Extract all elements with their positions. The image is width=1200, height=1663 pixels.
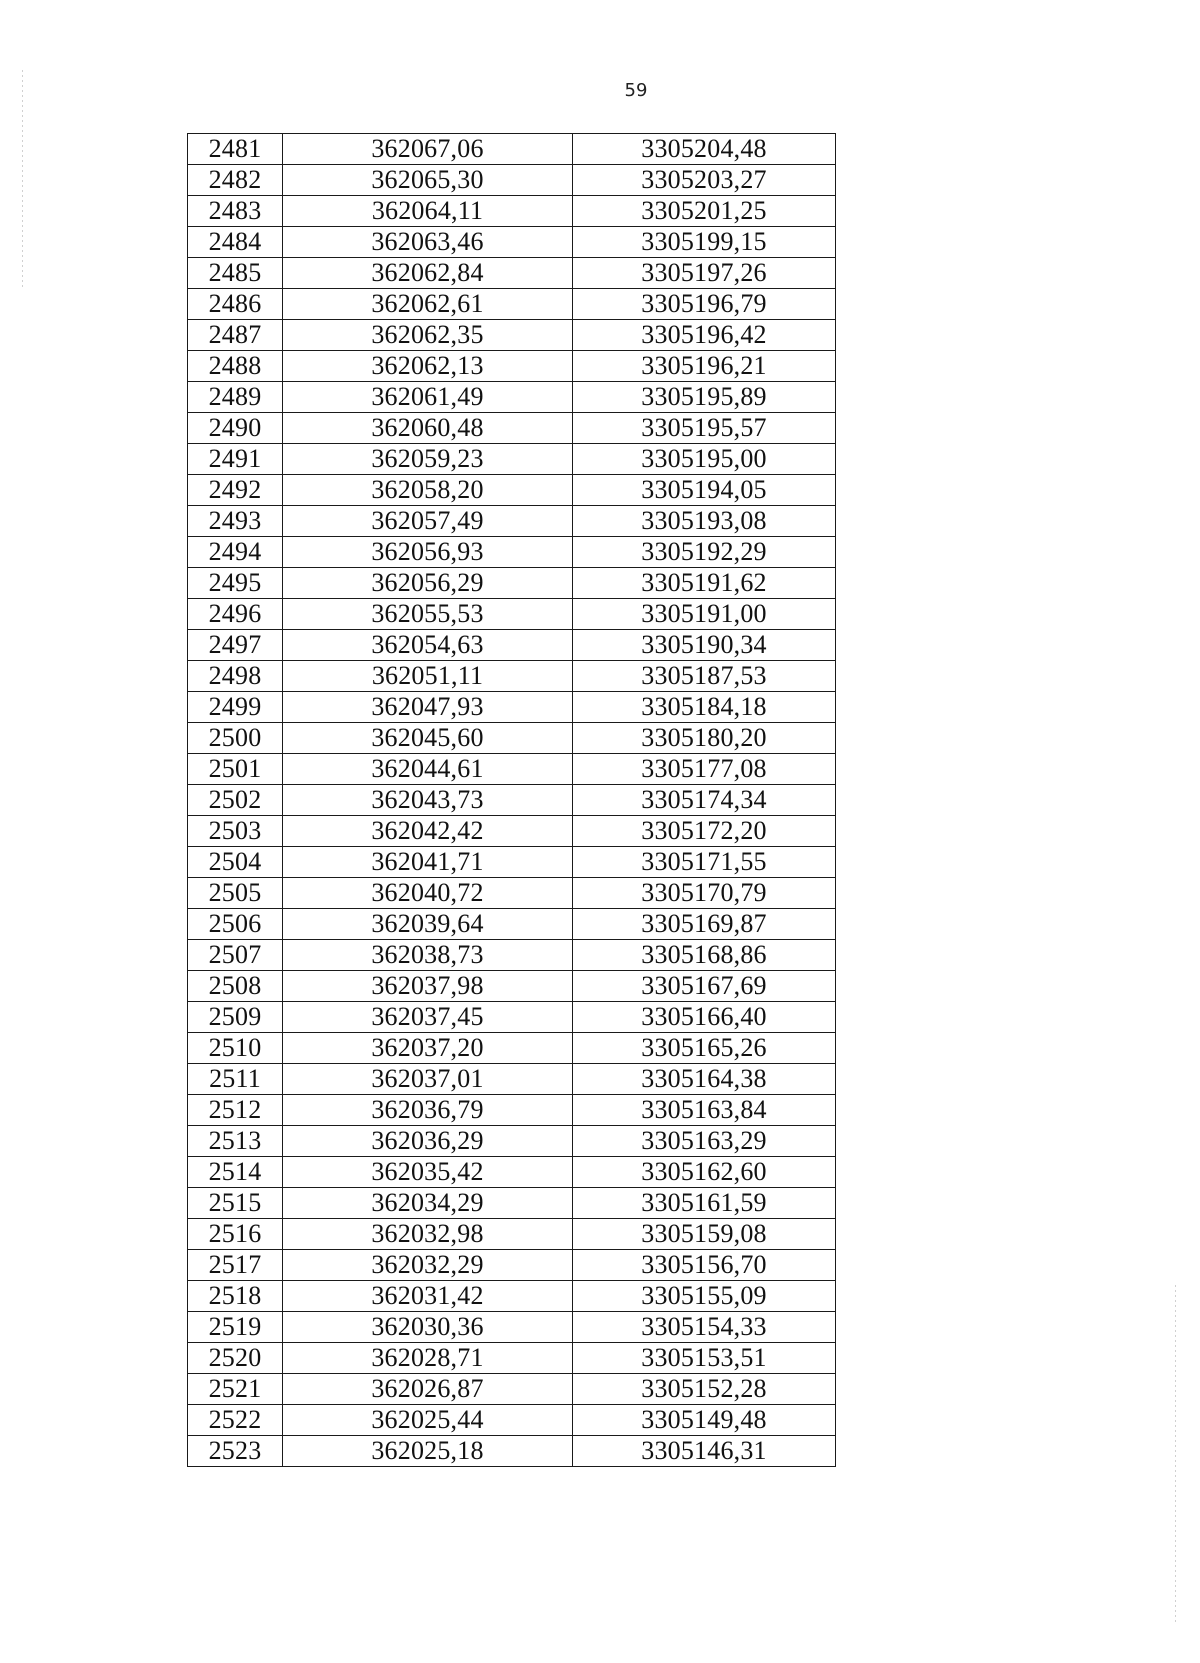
x-coordinate-cell: 362044,61 xyxy=(283,754,573,785)
x-coordinate-cell: 362031,42 xyxy=(283,1281,573,1312)
table-row xyxy=(188,413,836,444)
y-coordinate-cell: 3305163,84 xyxy=(573,1095,836,1126)
point-number-cell: 2514 xyxy=(188,1157,283,1188)
y-coordinate-cell: 3305199,15 xyxy=(573,227,836,258)
table-row xyxy=(188,258,836,289)
y-coordinate-cell: 3305168,86 xyxy=(573,940,836,971)
table-row xyxy=(188,1033,836,1064)
x-coordinate-cell: 362030,36 xyxy=(283,1312,573,1343)
table-row xyxy=(188,909,836,940)
point-number-cell: 2485 xyxy=(188,258,283,289)
x-coordinate-cell: 362067,06 xyxy=(283,134,573,165)
point-number-cell: 2501 xyxy=(188,754,283,785)
y-coordinate-cell: 3305149,48 xyxy=(573,1405,836,1436)
y-coordinate-cell: 3305165,26 xyxy=(573,1033,836,1064)
x-coordinate-cell: 362056,29 xyxy=(283,568,573,599)
point-number-cell: 2505 xyxy=(188,878,283,909)
point-number-cell: 2523 xyxy=(188,1436,283,1467)
y-coordinate-cell: 3305184,18 xyxy=(573,692,836,723)
x-coordinate-cell: 362034,29 xyxy=(283,1188,573,1219)
point-number-cell: 2511 xyxy=(188,1064,283,1095)
scan-margin-mark-right xyxy=(1175,1285,1176,1625)
x-coordinate-cell: 362063,46 xyxy=(283,227,573,258)
y-coordinate-cell: 3305162,60 xyxy=(573,1157,836,1188)
point-number-cell: 2518 xyxy=(188,1281,283,1312)
table-row xyxy=(188,878,836,909)
page-number: 59 xyxy=(624,80,648,101)
table-row xyxy=(188,723,836,754)
table-row xyxy=(188,1250,836,1281)
table-row xyxy=(188,940,836,971)
table-row xyxy=(188,1312,836,1343)
table-row xyxy=(188,1157,836,1188)
y-coordinate-cell: 3305196,21 xyxy=(573,351,836,382)
x-coordinate-cell: 362025,18 xyxy=(283,1436,573,1467)
y-coordinate-cell: 3305155,09 xyxy=(573,1281,836,1312)
y-coordinate-cell: 3305174,34 xyxy=(573,785,836,816)
table-row xyxy=(188,847,836,878)
point-number-cell: 2489 xyxy=(188,382,283,413)
table-row xyxy=(188,351,836,382)
table-row xyxy=(188,134,836,165)
y-coordinate-cell: 3305153,51 xyxy=(573,1343,836,1374)
table-row xyxy=(188,661,836,692)
point-number-cell: 2503 xyxy=(188,816,283,847)
point-number-cell: 2498 xyxy=(188,661,283,692)
x-coordinate-cell: 362045,60 xyxy=(283,723,573,754)
x-coordinate-cell: 362032,29 xyxy=(283,1250,573,1281)
x-coordinate-cell: 362042,42 xyxy=(283,816,573,847)
y-coordinate-cell: 3305152,28 xyxy=(573,1374,836,1405)
y-coordinate-cell: 3305191,62 xyxy=(573,568,836,599)
x-coordinate-cell: 362062,61 xyxy=(283,289,573,320)
x-coordinate-cell: 362037,20 xyxy=(283,1033,573,1064)
point-number-cell: 2520 xyxy=(188,1343,283,1374)
point-number-cell: 2483 xyxy=(188,196,283,227)
x-coordinate-cell: 362036,29 xyxy=(283,1126,573,1157)
point-number-cell: 2504 xyxy=(188,847,283,878)
point-number-cell: 2486 xyxy=(188,289,283,320)
table-row xyxy=(188,1126,836,1157)
point-number-cell: 2517 xyxy=(188,1250,283,1281)
point-number-cell: 2493 xyxy=(188,506,283,537)
table-row xyxy=(188,754,836,785)
y-coordinate-cell: 3305195,57 xyxy=(573,413,836,444)
point-number-cell: 2500 xyxy=(188,723,283,754)
table-row xyxy=(188,1002,836,1033)
x-coordinate-cell: 362061,49 xyxy=(283,382,573,413)
y-coordinate-cell: 3305166,40 xyxy=(573,1002,836,1033)
x-coordinate-cell: 362043,73 xyxy=(283,785,573,816)
y-coordinate-cell: 3305201,25 xyxy=(573,196,836,227)
y-coordinate-cell: 3305196,79 xyxy=(573,289,836,320)
y-coordinate-cell: 3305192,29 xyxy=(573,537,836,568)
y-coordinate-cell: 3305193,08 xyxy=(573,506,836,537)
y-coordinate-cell: 3305195,00 xyxy=(573,444,836,475)
point-number-cell: 2490 xyxy=(188,413,283,444)
point-number-cell: 2496 xyxy=(188,599,283,630)
point-number-cell: 2497 xyxy=(188,630,283,661)
y-coordinate-cell: 3305180,20 xyxy=(573,723,836,754)
x-coordinate-cell: 362036,79 xyxy=(283,1095,573,1126)
point-number-cell: 2499 xyxy=(188,692,283,723)
table-row xyxy=(188,1219,836,1250)
x-coordinate-cell: 362065,30 xyxy=(283,165,573,196)
x-coordinate-cell: 362058,20 xyxy=(283,475,573,506)
table-row xyxy=(188,599,836,630)
y-coordinate-cell: 3305177,08 xyxy=(573,754,836,785)
x-coordinate-cell: 362037,01 xyxy=(283,1064,573,1095)
x-coordinate-cell: 362032,98 xyxy=(283,1219,573,1250)
coordinates-table xyxy=(187,133,836,1467)
y-coordinate-cell: 3305204,48 xyxy=(573,134,836,165)
table-row xyxy=(188,1188,836,1219)
x-coordinate-cell: 362026,87 xyxy=(283,1374,573,1405)
point-number-cell: 2510 xyxy=(188,1033,283,1064)
table-row xyxy=(188,382,836,413)
y-coordinate-cell: 3305194,05 xyxy=(573,475,836,506)
x-coordinate-cell: 362054,63 xyxy=(283,630,573,661)
point-number-cell: 2494 xyxy=(188,537,283,568)
y-coordinate-cell: 3305164,38 xyxy=(573,1064,836,1095)
point-number-cell: 2508 xyxy=(188,971,283,1002)
x-coordinate-cell: 362057,49 xyxy=(283,506,573,537)
point-number-cell: 2488 xyxy=(188,351,283,382)
y-coordinate-cell: 3305190,34 xyxy=(573,630,836,661)
point-number-cell: 2484 xyxy=(188,227,283,258)
point-number-cell: 2481 xyxy=(188,134,283,165)
table-row xyxy=(188,971,836,1002)
point-number-cell: 2491 xyxy=(188,444,283,475)
point-number-cell: 2513 xyxy=(188,1126,283,1157)
point-number-cell: 2509 xyxy=(188,1002,283,1033)
table-row xyxy=(188,1095,836,1126)
y-coordinate-cell: 3305169,87 xyxy=(573,909,836,940)
x-coordinate-cell: 362040,72 xyxy=(283,878,573,909)
x-coordinate-cell: 362060,48 xyxy=(283,413,573,444)
table-row xyxy=(188,1405,836,1436)
point-number-cell: 2507 xyxy=(188,940,283,971)
table-row xyxy=(188,444,836,475)
point-number-cell: 2495 xyxy=(188,568,283,599)
y-coordinate-cell: 3305187,53 xyxy=(573,661,836,692)
y-coordinate-cell: 3305170,79 xyxy=(573,878,836,909)
x-coordinate-cell: 362025,44 xyxy=(283,1405,573,1436)
y-coordinate-cell: 3305159,08 xyxy=(573,1219,836,1250)
table-row xyxy=(188,506,836,537)
table-row xyxy=(188,1343,836,1374)
table-row xyxy=(188,537,836,568)
x-coordinate-cell: 362056,93 xyxy=(283,537,573,568)
y-coordinate-cell: 3305167,69 xyxy=(573,971,836,1002)
table-row xyxy=(188,630,836,661)
x-coordinate-cell: 362047,93 xyxy=(283,692,573,723)
y-coordinate-cell: 3305197,26 xyxy=(573,258,836,289)
y-coordinate-cell: 3305203,27 xyxy=(573,165,836,196)
y-coordinate-cell: 3305146,31 xyxy=(573,1436,836,1467)
point-number-cell: 2522 xyxy=(188,1405,283,1436)
table-row xyxy=(188,289,836,320)
table-row xyxy=(188,320,836,351)
table-row xyxy=(188,692,836,723)
y-coordinate-cell: 3305171,55 xyxy=(573,847,836,878)
x-coordinate-cell: 362035,42 xyxy=(283,1157,573,1188)
x-coordinate-cell: 362051,11 xyxy=(283,661,573,692)
table-row xyxy=(188,1436,836,1467)
point-number-cell: 2482 xyxy=(188,165,283,196)
point-number-cell: 2506 xyxy=(188,909,283,940)
y-coordinate-cell: 3305172,20 xyxy=(573,816,836,847)
x-coordinate-cell: 362041,71 xyxy=(283,847,573,878)
coordinates-table-body xyxy=(188,134,836,1467)
y-coordinate-cell: 3305195,89 xyxy=(573,382,836,413)
scan-margin-mark-left xyxy=(22,70,23,290)
x-coordinate-cell: 362037,45 xyxy=(283,1002,573,1033)
table-row xyxy=(188,227,836,258)
point-number-cell: 2516 xyxy=(188,1219,283,1250)
table-row xyxy=(188,1374,836,1405)
x-coordinate-cell: 362062,84 xyxy=(283,258,573,289)
table-row xyxy=(188,165,836,196)
x-coordinate-cell: 362062,35 xyxy=(283,320,573,351)
y-coordinate-cell: 3305196,42 xyxy=(573,320,836,351)
y-coordinate-cell: 3305161,59 xyxy=(573,1188,836,1219)
y-coordinate-cell: 3305191,00 xyxy=(573,599,836,630)
table-row xyxy=(188,1064,836,1095)
table-row xyxy=(188,475,836,506)
table-row xyxy=(188,785,836,816)
y-coordinate-cell: 3305154,33 xyxy=(573,1312,836,1343)
point-number-cell: 2502 xyxy=(188,785,283,816)
x-coordinate-cell: 362028,71 xyxy=(283,1343,573,1374)
x-coordinate-cell: 362059,23 xyxy=(283,444,573,475)
x-coordinate-cell: 362062,13 xyxy=(283,351,573,382)
table-row xyxy=(188,1281,836,1312)
point-number-cell: 2512 xyxy=(188,1095,283,1126)
x-coordinate-cell: 362037,98 xyxy=(283,971,573,1002)
point-number-cell: 2487 xyxy=(188,320,283,351)
point-number-cell: 2521 xyxy=(188,1374,283,1405)
table-row xyxy=(188,568,836,599)
x-coordinate-cell: 362038,73 xyxy=(283,940,573,971)
x-coordinate-cell: 362064,11 xyxy=(283,196,573,227)
point-number-cell: 2492 xyxy=(188,475,283,506)
x-coordinate-cell: 362055,53 xyxy=(283,599,573,630)
point-number-cell: 2515 xyxy=(188,1188,283,1219)
point-number-cell: 2519 xyxy=(188,1312,283,1343)
x-coordinate-cell: 362039,64 xyxy=(283,909,573,940)
y-coordinate-cell: 3305163,29 xyxy=(573,1126,836,1157)
y-coordinate-cell: 3305156,70 xyxy=(573,1250,836,1281)
table-row xyxy=(188,196,836,227)
table-row xyxy=(188,816,836,847)
